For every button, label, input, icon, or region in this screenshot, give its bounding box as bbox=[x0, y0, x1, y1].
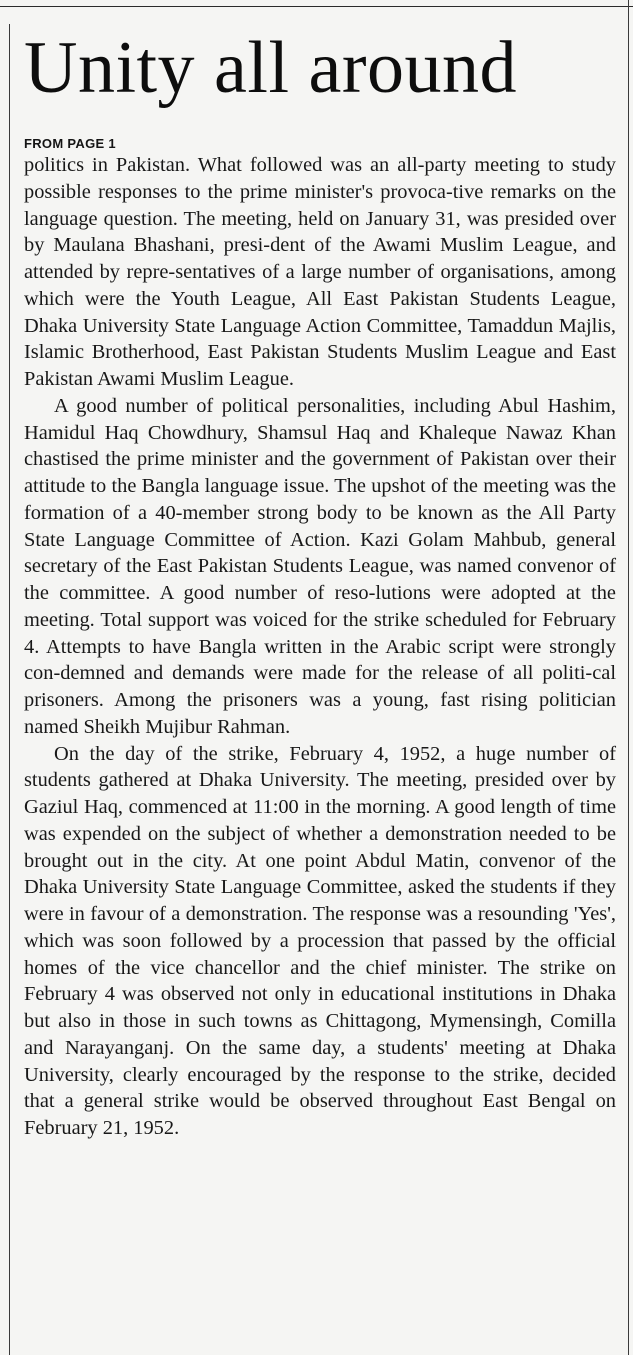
continuation-label: FROM PAGE 1 bbox=[24, 136, 116, 151]
paragraph-1: politics in Pakistan. What followed was an all-party meeting to study possible responses to the prime minister's provoca-tive remarks on the language question. The meeting, held on January 31, was presided over by Maulana Bhashani, presi-dent of the Awami Muslim League, and attended by repre-sentatives of a large number of organisations, among which were the Youth League, All East Pakistan Students League, Dhaka University State Language Action Committee, Tamaddun Majlis, Islamic Brotherhood, East Pakistan Students Muslim League and East Pakistan Awami Muslim League. bbox=[24, 154, 616, 390]
paragraph-3: On the day of the strike, February 4, 1952, a huge number of students gathered at Dhaka University. The meeting, presided over by Gaziul Haq, commenced at 11:00 in the morning. A good length of time was expended on the subject of whether a demonstration needed to be brought out in the city. At one point Abdul Matin, convenor of the Dhaka University State Language Committee, asked the students if they were in favour of a demonstration. The response was a resounding 'Yes', which was soon followed by a procession that passed by the official homes of the vice chancellor and the chief minister. The strike on February 4 was observed not only in educational institutions in Dhaka but also in those in such towns as Chittagong, Mymensingh, Comilla and Narayanganj. On the same day, a students' meeting at Dhaka University, clearly encouraged by the response to the strike, decided that a general strike would be observed throughout East Bengal on February 21, 1952. bbox=[24, 742, 616, 1139]
right-column-rule bbox=[628, 0, 629, 1355]
paragraph-2: A good number of political personalities, including Abul Hashim, Hamidul Haq Chowdhury, Shamsul Haq and Khaleque Nawaz Khan chastised the prime minister and the government of Pakistan over their attitude to the Bangla language issue. The upshot of the meeting was the formation of a 40-member strong body to be known as the All Party State Language Committee of Action. Kazi Golam Mahbub, general secretary of the East Pakistan Students League, was named convenor of the committee. A good number of reso-lutions were adopted at the meeting. Total support was voiced for the strike scheduled for February 4. Attempts to have Bangla written in the Arabic script were strongly con-demned and demands were made for the release of all politi-cal prisoners. Among the prisoners was a young, fast rising politician named Sheikh Mujibur Rahman. bbox=[24, 394, 616, 738]
headline: Unity all around bbox=[24, 27, 518, 109]
top-column-rule bbox=[0, 6, 633, 7]
left-column-rule bbox=[9, 24, 10, 1355]
article-body bbox=[24, 136, 616, 1142]
